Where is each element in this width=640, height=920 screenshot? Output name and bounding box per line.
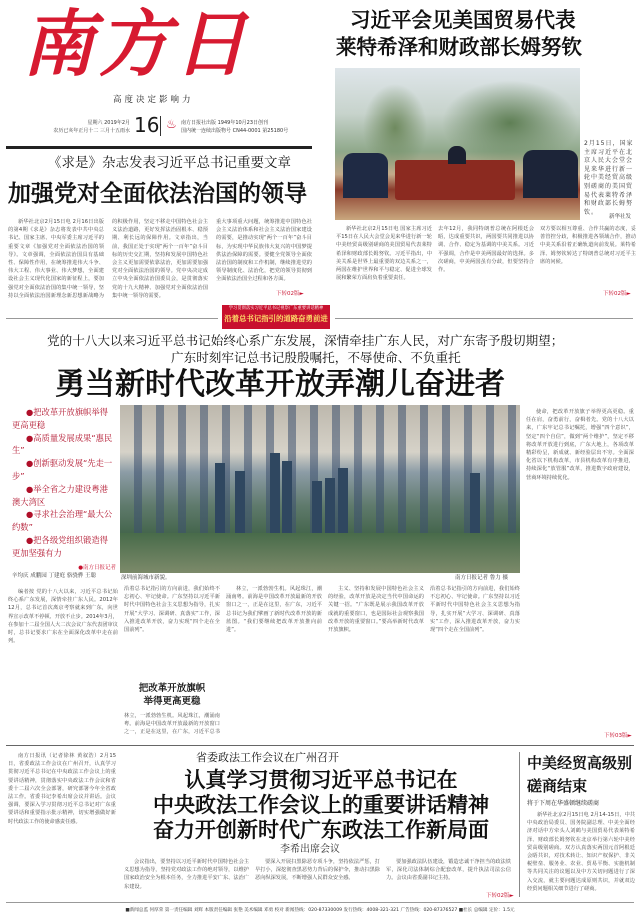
lead-subhead-2: 广东时刻牢记总书记殷殷嘱托，不辱使命、不负重托 [171,350,461,365]
legal-column-1: 会议指出，要坚持以习近平新时代中国特色社会主义思想为指导，坚持党对政法工作的绝对领导，以维护国家政治安全为根本任务，全力推进平安广东、法治广东建设。 [124,859,249,890]
skyline-caption: 深圳前海城市新貌。 [121,575,171,581]
bullet-item: ●寻求社会治理“最大公约数” [12,509,113,533]
legal-sub: 李希出席会议 [280,844,340,855]
lead-subhead-1: 党的十八大以来习近平总书记始终心系广东发展，深情牵挂广东人民，对广东寄予殷切期望； [47,333,564,348]
shenzhen-skyline-photo [120,405,520,573]
tower [235,471,245,533]
campaign-banner [222,305,330,329]
issue-day: 16 [134,113,160,137]
bullet-item: ●创新驱动发展“先走一步” [12,458,113,481]
bullet-item: ●把改革开放旗帜举得更高更稳 [12,407,108,430]
trade-brief-sub: 将于下周在华盛顿继续磋商 [527,800,600,807]
qiushi-jump-link[interactable]: 下转02版► [276,291,304,297]
trade-jump-link[interactable]: 下转02版► [603,291,631,297]
skyline-credit: 南方日报记者 鲁力 摄 [455,575,508,581]
qiushi-column-3: 重大事项重大问题，统筹推进中国特色社会主义法治体系和社会主义法治国家建设的需要，是推动实现“两个一百年”奋斗目标，为实现中华民族伟大复兴的中国梦提供法治保障的需要。要健全党领导全面依法治国的制度和工作机制，继续推进党的领导制度化、法治化，把党的领导贯彻到全面依法治国全过程和各方面。 [216,219,312,283]
byline-names: 辛均庆 成鹏园 丁建庭 骆骁骅 王聪 [12,573,96,579]
meeting-table [395,160,515,200]
tower [282,461,292,533]
lead-headline: 勇当新时代改革开放弄潮儿奋进者 [55,367,505,402]
masthead-rule [6,146,312,149]
tower [470,473,480,533]
lead-column-1: 编者按 党的十八大以来，习近平总书记始终心系广东发展，深情牵挂广东人民。2012年12月，总书记首次离京考察就来到广东，向世界宣示改革不停顿、开放不止步。2014年3月，在参加十二届全国人大二次会议广东代表团审议时，总书记要求广东在全面深化改革中走在前列。 [8,589,118,645]
trade-headline-1: 习近平会见美国贸易代表 [350,8,576,32]
meeting-photo-credit: 新华社发 [609,214,632,220]
pub-line-2: 国内统一连续出版物号 CN44-0001 第25180号 [181,128,289,134]
legal-column-3: 要加强政法队伍建设，锻造忠诚干净担当的政法铁军，深化司法体制综合配套改革，提升执法司法公信力。会议由省委副书记主持。 [386,859,511,882]
tower [338,468,348,533]
section-rule [6,745,634,746]
legal-left-column: 南方日报讯（记者徐林 黄叙浩）2月15日，省委政法工作会议在广州召开，认真学习贯彻习近平总书记在中央政法工作会议上的重要讲话精神，贯彻落实中央政法工作会议和省委十二届六次全会部署，研究部署今年全省政法工作。省委书记李希出席会议并讲话。会议强调，要深入学习贯彻习近平总书记对广东重要讲话和重要指示批示精神，切实增强做好新时代政法工作的使命感责任感。 [8,753,116,825]
publication-info [181,119,288,135]
bullet-item: ●举全省之力建设粤港澳大湾区 [12,483,108,507]
trade-column-1: 新华社北京2月15日电 国家主席习近平15日在人民大会堂会见来华进行新一轮中美经贸高级别磋商的美国贸易代表莱特希泽和财政部长姆努钦。习近平指出，中美关系是世界上最重要的双边关系之一，两国在维护世界和平与稳定、促进全球发展和繁荣方面肩负着重要责任。 [336,226,432,282]
meeting-photo-caption: 2月15日，国家主席习近平在北京人民大会堂会见来华进行新一轮中美经贸高级别磋商的美国贸易代表莱特希泽和财政部长姆努钦。 [584,140,634,216]
delegation-left [343,153,388,198]
pub-line-1: 南方日报社出版 1949年10月23日创刊 [181,120,269,126]
legal-column-2: 要深入开展扫黑除恶专项斗争，坚持依法严惩，打早打小，深挖彻查黑恶势力背后的保护伞，推动扫黑除恶向纵深发展，不断增强人民群众安全感。 [255,859,380,882]
lead-right-column: 使命，把改革开放旗子举得更高更稳。重任在肩，奋勇前行，奋楫者先。党的十八大以来，广东牢记总书记嘱托，增强“四个意识”，坚定“四个自信”，做到“两个维护”，坚定不移将改革开放进行到底，广东大地上，各项改革精彩纷呈，新成就、新经验层出不穷。全面深化省以下机构改革，市县机构改革有序推进，持续深化“放管服”改革，推进数字政府建设，营商环境持续优化。 [526,409,634,481]
foreground-greenery [120,533,520,573]
footer-rule [6,902,634,903]
banner-small-text: 学习贯彻落实习近平总书记视察广东重要讲话精神 [228,306,324,311]
divider [160,116,161,136]
masthead-logo: 南方日 [22,2,251,86]
headline-line: 中央政法工作会议上的重要讲话精神 [153,792,489,817]
lead-bullet-list [12,406,116,560]
legal-kicker: 省委政法工作会议在广州召开 [196,751,339,764]
lead-column-3: 林立，一派勃勃生机。风起珠江，潮涌南粤。前海是中国改革开放最新的开放窗口之一，正是在这里，在广东，习近平总书记为我们擘画了新时代改革开放的新蓝图。“我们要继续把改革开放推向前进”。 [226,586,322,634]
legal-jump-link[interactable]: 下转02版► [486,893,514,899]
lead-column-5: 沿着总书记指引的方向前进，我们始终不忘初心、牢记使命。广东坚持以习近平新时代中国特色社会主义思想为指导，扎实开展“大学习、深调研、真落实”工作，深入推进改革开放，奋力实现“四个走在全国前列”。 [430,586,520,634]
trade-column-2: 去年12月，我同特朗普总统在阿根廷会晤，达成重要共识，两国要共同推进以协调、合作、稳定为基调的中美关系。习近平强调，合作是中美两国最好的选择。多次磋商，中美两国虽有分歧，但要坚持合作。 [438,226,534,274]
subhead-line: 把改革开放旗帜 [138,683,206,694]
lead-byline [12,564,116,580]
subhead-line: 举得更高更稳 [143,696,201,707]
tower [325,478,335,533]
qiushi-kicker: 《求是》杂志发表习近平总书记重要文章 [48,155,291,171]
date-line-1: 星期六 2019年2月 [87,120,130,126]
banner-large-text: 沿着总书记指引的道路奋勇前进 [224,314,328,323]
bullet-item: ●高质量发展成果“惠民生” [12,432,113,456]
qiushi-headline: 加强党对全面依法治国的领导 [8,181,307,207]
headline-line: 中美经贸高级别 [527,754,633,772]
meeting-photo [335,68,580,220]
column-divider [519,752,520,897]
lead-inline-subhead [124,682,220,708]
trade-brief-headline [527,752,632,798]
host-figure [448,146,466,164]
lead-column-2b: 林立，一派勃勃生机。风起珠江，潮涌南粤。前海是中国改革开放最新的开放窗口之一，正是在这里，在广东，习近平总书 [124,713,220,736]
masthead-slogan: 高度决定影响力 [113,95,194,105]
trade-brief-body: 新华社北京2月15日电 2月14-15日，中共中央政治局委员、国务院副总理、中美全面经济对话中方牵头人刘鹤与美国贸易代表莱特希泽、财政部长姆努钦在北京举行第六轮中美经贸高级别磋商。双方认真落实两国元首阿根廷会晤共识，对技术转让、知识产权保护、非关税壁垒、服务业、农业、贸易平衡、实施机制等共同关注的议题以及中方关切问题进行了深入交流，就主要问题达成原则共识，并就双边经贸问题相关细节进行了磋商。 [527,812,635,892]
date-line-2: 农历已亥年正月十二 三月十五雨水 [53,128,130,134]
date-info [45,119,130,135]
headline-line: 认真学习贯彻习近平总书记在 [184,767,458,792]
tower [215,463,225,533]
tower [312,481,322,533]
qiushi-column-2: 的积极作用，坚定不移走中国特色社会主义法治道路，更好发挥法治固根本、稳预期、利长远的保障作用。文章指出，当前，我国正处于实现“两个一百年”奋斗目标的历史交汇期，坚持和发展中国特色社会主义更加需要依靠法治，更加需要加强党对全面依法治国的领导。党中央决定成立中央全面依法治国委员会，是贯彻落实党的十九大精神、加强党对全面依法治国集中统一领导的需要。 [112,219,208,299]
lead-column-2: 沿着总书记指引的方向前进，我们始终不忘初心、牢记使命。广东坚持以习近平新时代中国特色社会主义思想为指导，扎实开展“大学习、深调研、真落实”工作，深入推进改革开放，奋力实现“四个走在全国前列”。 [124,586,220,634]
headline-line: 奋力开创新时代广东政法工作新局面 [153,817,489,842]
lead-column-4: 主义、坚持和发展中国特色社会主义的经验，改革开放是决定当代中国命运的关键一招。“广东既是展示我国改革开放成就的重要窗口，也是国际社会观察我国改革开放的重要窗口。”要高举新时代改革开放旗帜。 [328,586,424,634]
banner-rule-right [335,318,633,319]
publisher-emblem-icon: ♨ [166,117,177,131]
qiushi-column-1: 新华社北京2月15日电 2月16日出版的第4期《求是》杂志将发表中共中央总书记、国家主席、中央军委主席习近平的重要文章《加强党对全面依法治国的领导》。文章强调，全面依法治国具有基础性、保障性作用，在统筹推进伟大斗争、伟大工程、伟大事业、伟大梦想，全面建设社会主义现代化国家的新征程上，要加强党对全面依法治国的集中统一领导，坚持以全面依法治国新理念新思想新战略为 [8,219,104,299]
legal-headline [136,767,506,842]
headline-line: 磋商结束 [527,777,588,795]
lead-jump-link[interactable]: 下转03版► [604,733,632,739]
delegation-right [523,150,578,198]
trade-headline-2: 莱特希泽和财政部长姆努钦 [336,35,582,59]
byline-label: ●南方日报记者 [78,565,116,571]
banner-rule-left [6,318,218,319]
tower [270,453,280,533]
bullet-item: ●把各级党组织锻造得更加坚强有力 [12,534,108,558]
trade-column-3: 双方要以相互尊重、合作共赢的态度，妥善管控分歧，积极推进各领域合作，推动中美关系沿着正确轨道向前发展。莱特希泽、姆努钦转达了特朗普总统对习近平主席的问候。 [540,226,636,265]
footer-credits: ■新闻总监 何厚荣 第一责任编辑 刘辉 本版责任编辑 张艳 美术编辑 邓勇 校对 新闻热线：020-87330009 发行热线：4008-321-321 广告热线：020-87376527 ■社长 总编辑 定价：1.5元 [125,908,515,913]
